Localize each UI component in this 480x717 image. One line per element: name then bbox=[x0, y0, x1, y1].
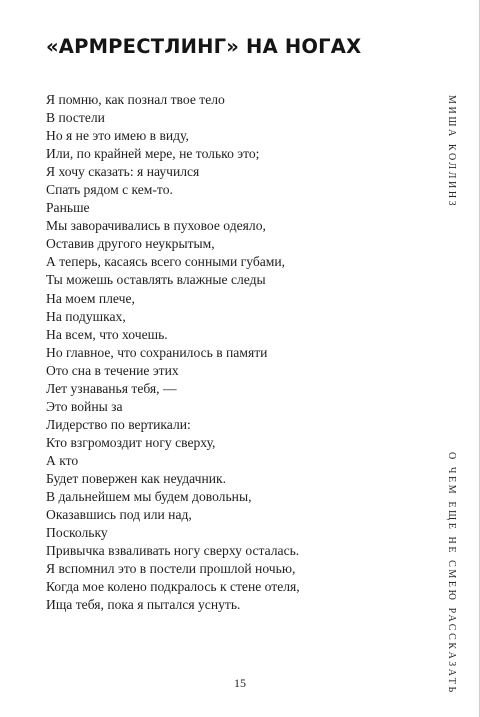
poem-line: Мы заворачивались в пуховое одеяло, bbox=[46, 218, 266, 234]
running-header-book-title: О ЧЕМ ЕЩЕ НЕ СМЕЮ РАССКАЗАТЬ bbox=[446, 452, 457, 695]
poem-line: Ото сна в течение этих bbox=[46, 362, 179, 378]
poem-line: Поскольку bbox=[46, 525, 108, 541]
page-number: 15 bbox=[234, 676, 246, 690]
poem-line: Но я не это имею в виду, bbox=[46, 128, 189, 144]
poem-title: «АРМРЕСТЛИНГ» НА НОГАХ bbox=[46, 35, 362, 58]
poem-line: Или, по крайней мере, не только это; bbox=[46, 146, 260, 162]
poem-line: Кто взгромоздит ногу сверху, bbox=[46, 434, 216, 450]
poem-line: Но главное, что сохранилось в памяти bbox=[46, 344, 268, 360]
poem-line: Когда мое колено подкралось к стене отеля, bbox=[46, 579, 300, 595]
poem-line: Это войны за bbox=[46, 398, 123, 414]
poem-line: Я хочу сказать: я научился bbox=[46, 164, 200, 180]
poem-line: Я вспомнил это в постели прошлой ночью, bbox=[46, 561, 296, 577]
poem-line: Привычка взваливать ногу сверху осталась. bbox=[46, 543, 300, 559]
poem-line: На моем плече, bbox=[46, 290, 135, 306]
poem-line: Будет повержен как неудачник. bbox=[46, 470, 226, 486]
poem-line: В постели bbox=[46, 110, 105, 126]
poem-line: Я помню, как познал твое тело bbox=[46, 92, 225, 107]
poem-line: Лет узнаванья тебя, — bbox=[46, 380, 177, 396]
poem-line: А кто bbox=[46, 452, 79, 468]
poem-line: Раньше bbox=[46, 200, 90, 216]
poem-line: На всем, что хочешь. bbox=[46, 326, 168, 342]
poem-line: На подушках, bbox=[46, 308, 126, 324]
poem-line: Ища тебя, пока я пытался уснуть. bbox=[46, 597, 241, 613]
poem-line: А теперь, касаясь всего сонными губами, bbox=[46, 254, 286, 270]
poem-line: Лидерство по вертикали: bbox=[46, 416, 191, 432]
poem-line: Оказавшись под или над, bbox=[46, 507, 192, 523]
poem-line: Спать рядом с кем-то. bbox=[46, 182, 173, 198]
poem-body bbox=[46, 91, 300, 614]
poem-line: Ты можешь оставлять влажные следы bbox=[46, 272, 266, 288]
running-header-author: МИША КОЛЛИНЗ bbox=[446, 95, 457, 209]
poem-line: В дальнейшем мы будем довольны, bbox=[46, 489, 252, 505]
poem-line: Оставив другого неукрытым, bbox=[46, 236, 215, 252]
